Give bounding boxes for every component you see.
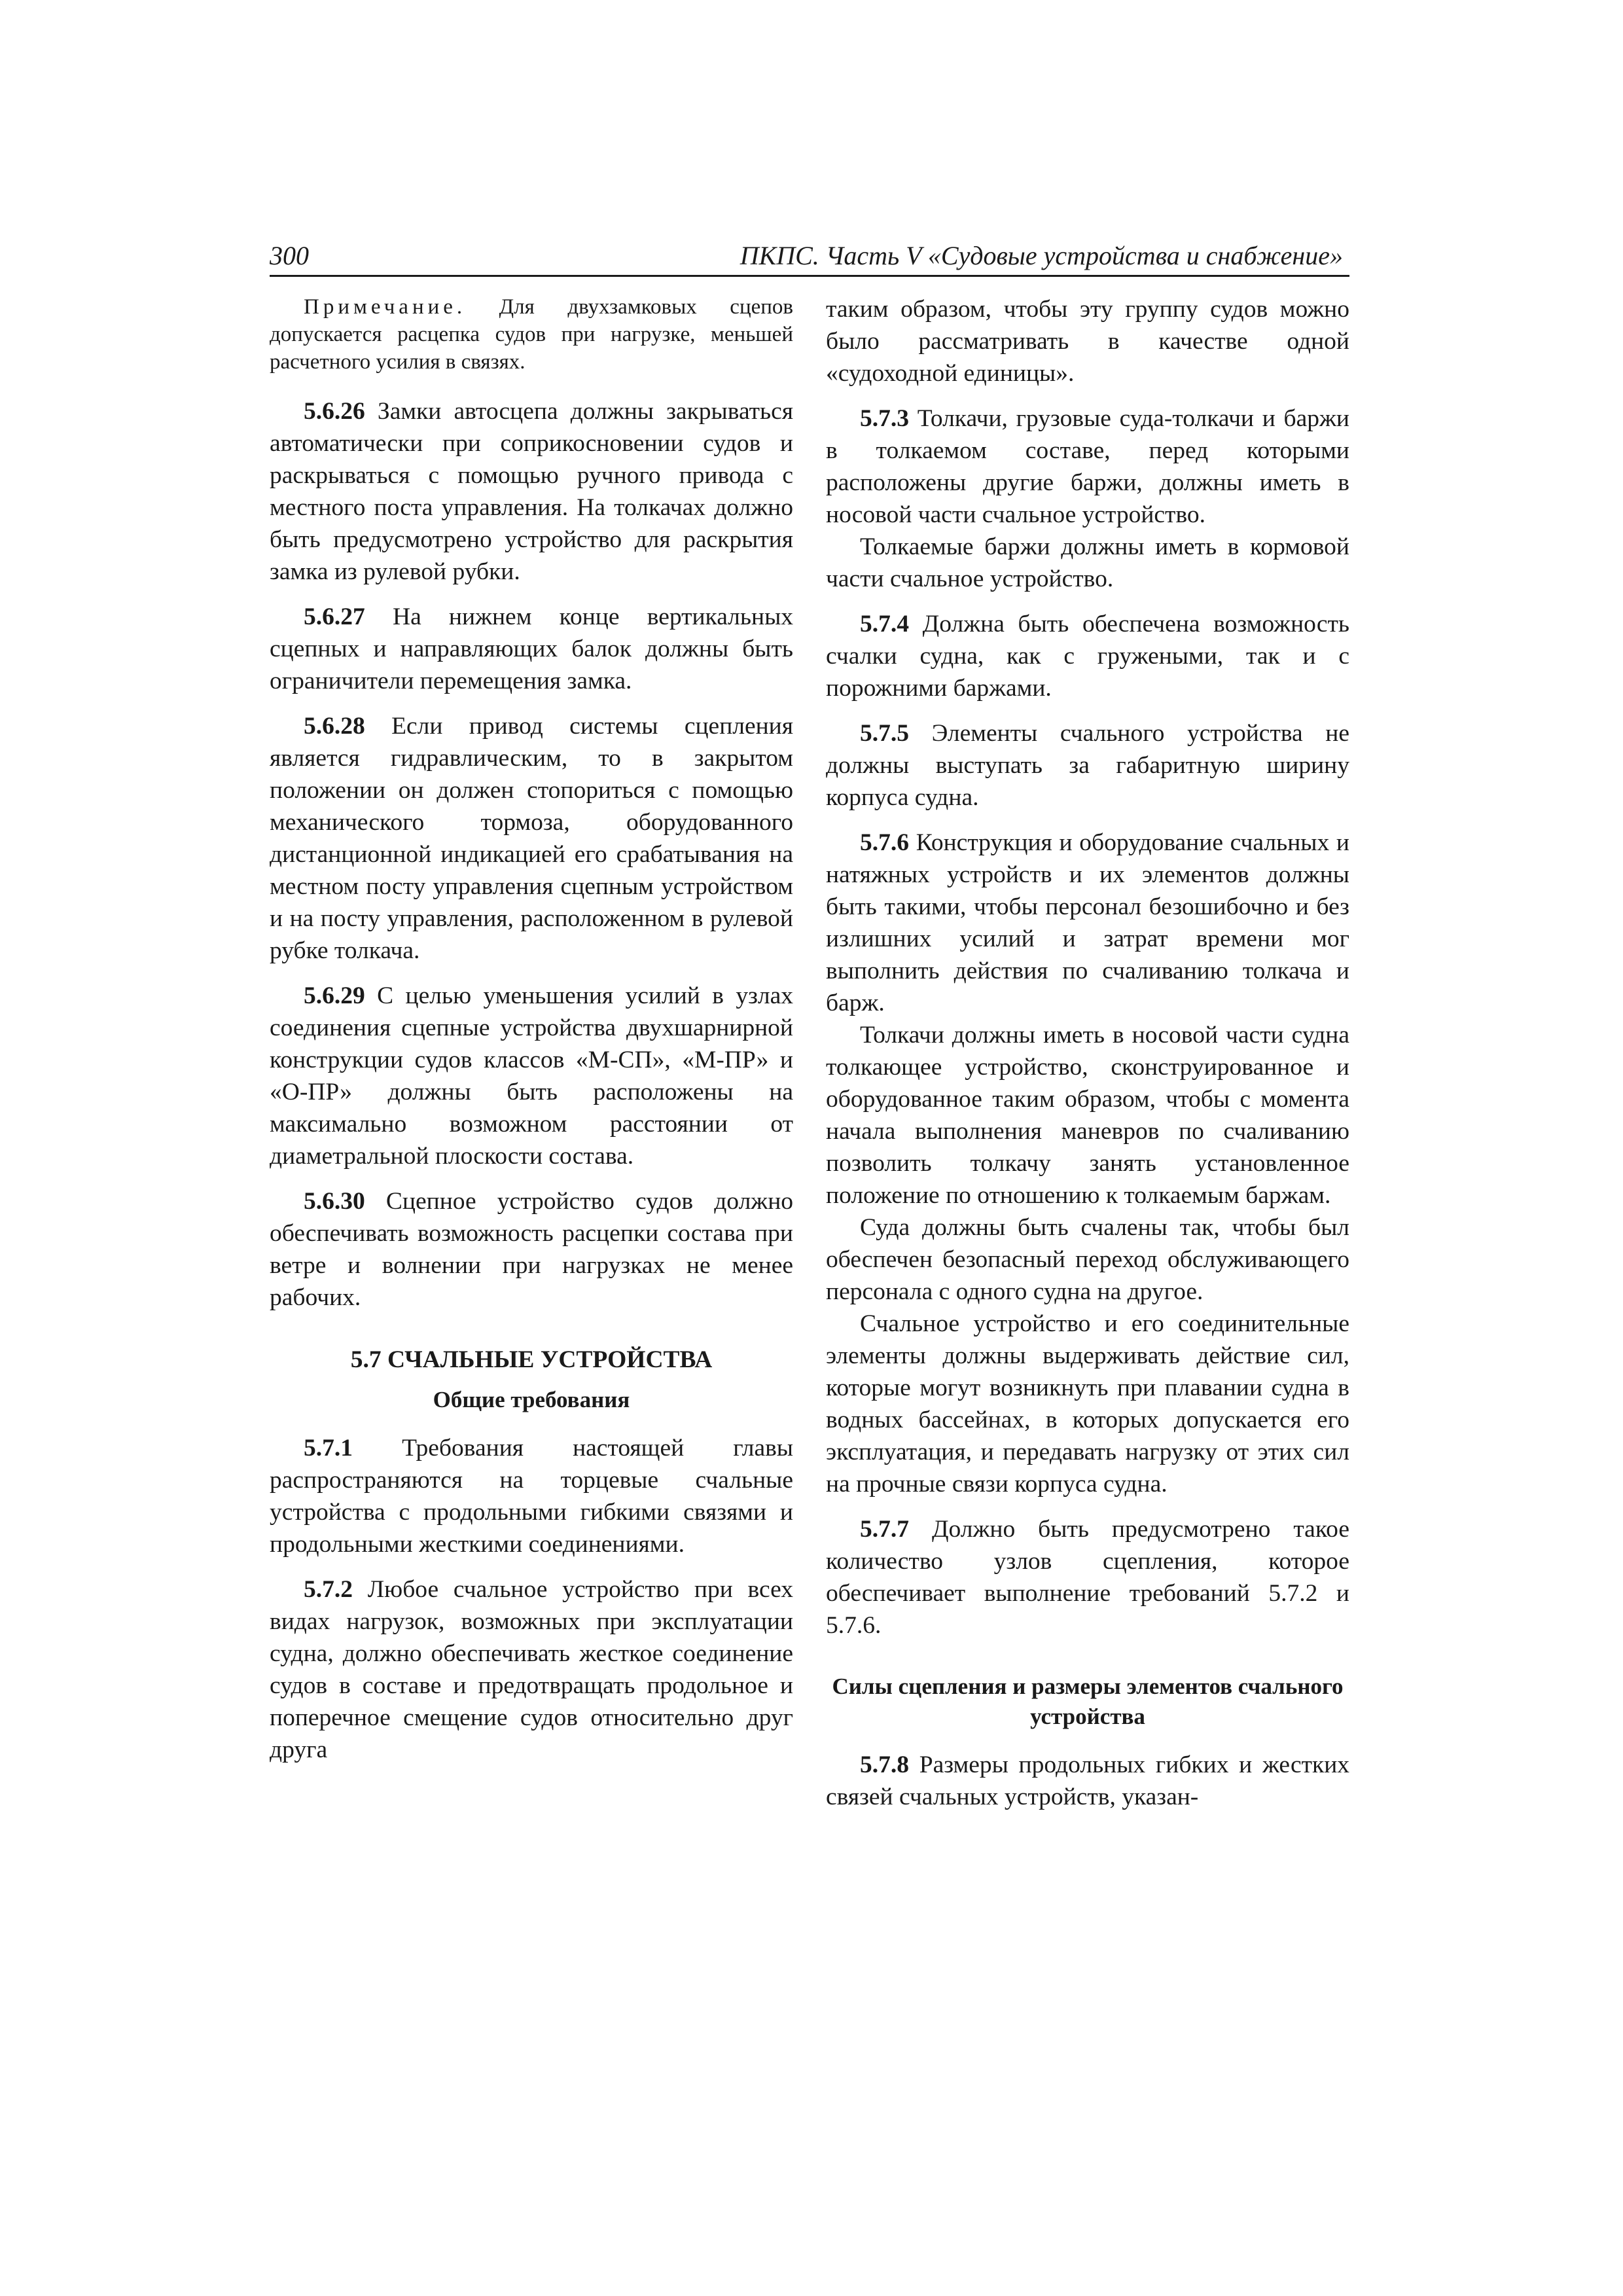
paragraph-5-7-3 xyxy=(826,403,1349,531)
paragraph-5-7-6 xyxy=(826,827,1349,1019)
running-title: ПКПС. Часть V «Судовые устройства и снабжение» xyxy=(740,241,1343,270)
clause-text: Требования настоящей главы распространяются на торцевые счальные устройства с продольными гибкими связями и продольными жесткими соединениями. xyxy=(270,1435,793,1558)
paragraph-5-7-6-d: Счальное устройство и его соединительные элементы должны выдерживать действие сил, которые могут возникнуть при плавании судна в водных бассейнах, в которых допускается его эксплуатация, и передавать нагрузку от этих сил на прочные связи корпуса судна. xyxy=(826,1310,1349,1498)
subsection-title-2: Силы сцепления и размеры элементов счального устройства xyxy=(832,1674,1344,1729)
clause-number: 5.6.26 xyxy=(304,398,365,425)
paragraph-5-6-30 xyxy=(270,1185,793,1314)
right-column xyxy=(826,293,1349,1813)
paragraph-5-6-26 xyxy=(270,395,793,588)
clause-text: Замки автосцепа должны закрываться автоматически при соприкосновении судов и раскрываться с помощью ручного привода с местного поста управления. На толкачах должно быть предусмотрено устройство для раскрытия замка из рулевой рубки. xyxy=(270,398,793,585)
clause-number: 5.7.2 xyxy=(304,1576,353,1603)
clause-text: Если привод системы сцепления является гидравлическим, то в закрытом положении он должен стопориться с помощью механического тормоза, оборудованного дистанционной индикацией его срабатывания на местном посту управления сцепным устройством и на посту управления, расположенном в рулевой рубке толкача. xyxy=(270,713,794,964)
clause-number: 5.6.29 xyxy=(304,982,365,1009)
clause-number: 5.7.1 xyxy=(304,1435,353,1462)
paragraph-5-7-2-continued: таким образом, чтобы эту группу судов можно было рассматривать в качестве одной «судоходной единицы». xyxy=(826,296,1349,387)
clause-text: Любое счальное устройство при всех видах нагрузок, возможных при эксплуатации судна, должно обеспечивать жесткое соединение судов в составе и предотвращать продольное и поперечное смещение судов относительно друг друга xyxy=(270,1576,793,1763)
note-text: Для двухзамковых сцепов допускается расцепка судов при нагрузке, меньшей расчетного усилия в связях. xyxy=(270,295,793,374)
clause-text: На нижнем конце вертикальных сцепных и направляющих балок должны быть ограничители перемещения замка. xyxy=(270,603,794,694)
paragraph-5-7-8 xyxy=(826,1749,1349,1813)
paragraph-5-6-29 xyxy=(270,980,793,1172)
clause-number: 5.7.8 xyxy=(860,1751,909,1778)
clause-number: 5.7.7 xyxy=(860,1516,909,1543)
paragraph-5-7-7 xyxy=(826,1513,1349,1641)
clause-text: Толкачи, грузовые суда-толкачи и баржи в толкаемом составе, перед которыми расположены другие баржи, должны иметь в носовой части счальное устройство. xyxy=(826,405,1349,528)
clause-text: Должно быть предусмотрено такое количество узлов сцепления, которое обеспечивает выполнение требований 5.7.2 и 5.7.6. xyxy=(826,1516,1349,1639)
clause-number: 5.7.4 xyxy=(860,611,909,637)
subsection-title: Общие требования xyxy=(433,1387,630,1412)
paragraph-5-6-28 xyxy=(270,710,793,967)
clause-text: Конструкция и оборудование счальных и натяжных устройств и их элементов должны быть такими, чтобы персонал безошибочно и без излишних усилий и затрат времени мог выполнить действия по счаливанию толкача и барж. xyxy=(826,829,1350,1016)
clause-number: 5.7.3 xyxy=(860,405,909,432)
paragraph-5-7-5 xyxy=(826,717,1349,814)
clause-number: 5.6.30 xyxy=(304,1188,365,1215)
running-header xyxy=(270,237,1349,277)
clause-text: Сцепное устройство судов должно обеспечивать возможность расцепки состава при ветре и волнении при нагрузках не менее рабочих. xyxy=(270,1188,794,1311)
note-paragraph xyxy=(270,293,793,376)
clause-number: 5.6.28 xyxy=(304,713,365,740)
clause-text: Размеры продольных гибких и жестких связей счальных устройств, указан- xyxy=(826,1751,1350,1810)
left-column xyxy=(270,293,793,1766)
paragraph-5-7-6-c: Суда должны быть счалены так, чтобы был обеспечен безопасный переход обслуживающего персонала с одного судна на другое. xyxy=(826,1214,1349,1305)
section-title: 5.7 СЧАЛЬНЫЕ УСТРОЙСТВА xyxy=(350,1346,713,1373)
paragraph-5-7-2 xyxy=(270,1573,793,1766)
clause-text: С целью уменьшения усилий в узлах соединения сцепные устройства двухшарнирной конструкции судов классов «М-СП», «М-ПР» и «О-ПР» должны быть расположены на максимально возможном расстоянии от диаметральной плоскости состава. xyxy=(270,982,794,1170)
page-number: 300 xyxy=(270,241,309,270)
paragraph-5-6-27 xyxy=(270,601,793,697)
clause-text: Элементы счального устройства не должны выступать за габаритную ширину корпуса судна. xyxy=(826,720,1349,811)
clause-number: 5.6.27 xyxy=(304,603,365,630)
note-label: Примечание. xyxy=(304,295,467,319)
paragraph-5-7-3-b: Толкаемые баржи должны иметь в кормовой части счальное устройство. xyxy=(826,533,1349,592)
paragraph-5-7-4 xyxy=(826,608,1349,704)
clause-number: 5.7.6 xyxy=(860,829,909,856)
paragraph-5-7-1 xyxy=(270,1432,793,1560)
paragraph-5-7-6-b: Толкачи должны иметь в носовой части судна толкающее устройство, сконструированное и оборудованное таким образом, чтобы с момента начала выполнения маневров по счаливанию позволить толкачу занять установленное положение по отношению к толкаемым баржам. xyxy=(826,1022,1349,1209)
clause-number: 5.7.5 xyxy=(860,720,909,747)
clause-text: Должна быть обеспечена возможность счалки судна, как с гружеными, так и с порожними баржами. xyxy=(826,611,1349,702)
